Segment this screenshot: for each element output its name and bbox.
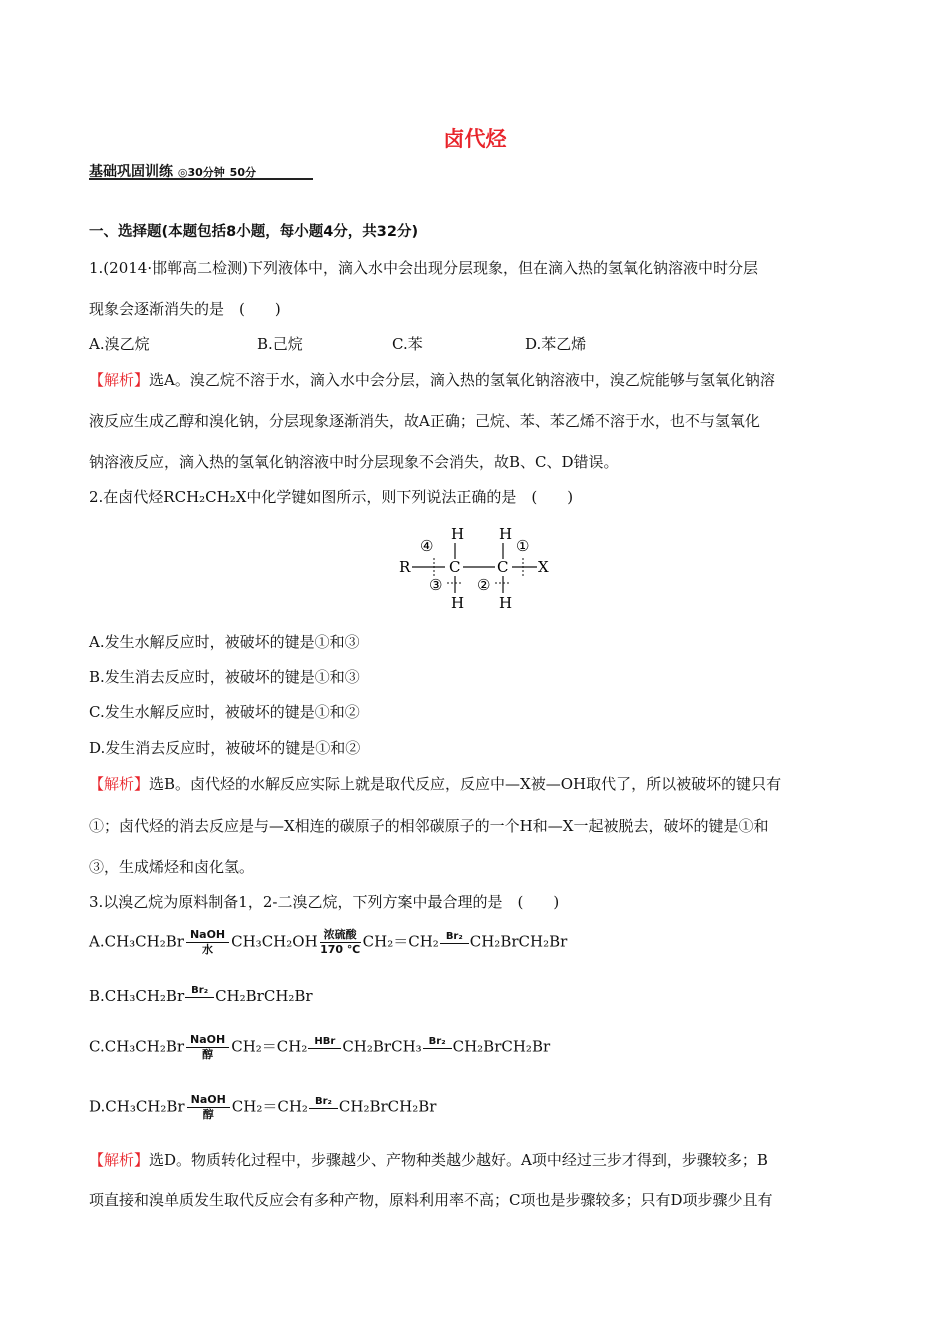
reaction-arrow: HBr: [308, 1036, 341, 1060]
diagram-bond-1: ①: [516, 537, 530, 555]
q3-analysis-line2: 项直接和溴单质发生取代反应会有多种产物，原料利用率不高；C项也是步骤较多；只有D项步骤少且有: [89, 1191, 773, 1209]
q1-option-a: A.溴乙烷: [89, 335, 150, 353]
diagram-c2: C: [497, 558, 509, 576]
diagram-h-bottom-2: H: [499, 594, 513, 612]
q2-option-c: C.发生水解反应时，被破坏的键是①和②: [89, 703, 360, 721]
analysis-label: 【解析】: [89, 1151, 150, 1169]
diagram-h-bottom-1: H: [451, 594, 465, 612]
q1-analysis-line1: 【解析】选A。溴乙烷不溶于水，滴入水中会分层，滴入热的氢氧化钠溶液中，溴乙烷能够与氢氧化钠溶: [89, 371, 775, 389]
banner-time: 30分钟: [187, 166, 225, 179]
banner-label: 基础巩固训练: [89, 164, 173, 180]
q1-stem-line2: 现象会逐渐消失的是 ( ): [89, 300, 281, 318]
reaction-arrow: $\frac{\text{NaOH}}{\text{醇}}$: [186, 1033, 229, 1062]
analysis-label: 【解析】: [89, 775, 150, 793]
reaction-arrow: Br₂: [185, 985, 214, 1009]
q2-stem: 2.在卤代烃RCH₂CH₂X中化学键如图所示，则下列说法正确的是 ( ): [89, 488, 574, 506]
q3-option-c: C.CH₃CH₂Br $\frac{\text{NaOH}}{\text{醇}}$ CH₂＝CH₂ HBr CH₂BrCH₃ Br₂ CH₂BrCH₂Br: [89, 1033, 551, 1061]
document-title: 卤代烃: [443, 127, 507, 151]
q3-stem: 3.以溴乙烷为原料制备1，2-二溴乙烷，下列方案中最合理的是 ( ): [89, 893, 560, 911]
reaction-arrow: $\frac{\text{NaOH}}{\text{醇}}$: [187, 1093, 230, 1122]
q3-option-b: B.CH₃CH₂Br Br₂ CH₂BrCH₂Br: [89, 985, 313, 1009]
diagram-h-top-2: H: [499, 525, 513, 543]
q2-option-b: B.发生消去反应时，被破坏的键是①和③: [89, 668, 360, 686]
diagram-bond-3: ③: [429, 576, 443, 594]
banner-score: 50分: [229, 166, 256, 179]
q1-analysis-line2: 液反应生成乙醇和溴化钠，分层现象逐渐消失，故A正确；己烷、苯、苯乙烯不溶于水，也不与氢氧化: [89, 412, 760, 430]
clock-icon: ◎: [177, 166, 188, 179]
q1-analysis-line3: 钠溶液反应，滴入热的氢氧化钠溶液中时分层现象不会消失，故B、C、D错误。: [89, 453, 619, 471]
q3-analysis-line1: 【解析】选D。物质转化过程中，步骤越少、产物种类越少越好。A项中经过三步才得到，步骤较多；B: [89, 1151, 768, 1169]
reaction-arrow: Br₂: [440, 931, 469, 955]
q1-option-b: B.己烷: [257, 335, 303, 353]
q3-option-d: D.CH₃CH₂Br $\frac{\text{NaOH}}{\text{醇}}$ CH₂＝CH₂ Br₂ CH₂BrCH₂Br: [89, 1093, 437, 1121]
reaction-arrow: Br₂: [309, 1096, 338, 1120]
banner-divider: [89, 178, 313, 180]
diagram-bond-2: ②: [477, 576, 491, 594]
diagram-r: R: [399, 558, 411, 576]
q2-analysis-line2: ①；卤代烃的消去反应是与—X相连的碳原子的相邻碳原子的一个H和—X一起被脱去，破坏的键是①和: [89, 817, 769, 835]
q2-analysis-line1: 【解析】选B。卤代烃的水解反应实际上就是取代反应，反应中—X被—OH取代了，所以被破坏的键只有: [89, 775, 782, 793]
q2-analysis-line3: ③，生成烯烃和卤化氢。: [89, 858, 255, 876]
reaction-arrow: Br₂: [423, 1036, 452, 1060]
q1-option-c: C.苯: [392, 335, 423, 353]
diagram-bond-4: ④: [420, 537, 434, 555]
reaction-arrow: $\frac{\text{浓硫酸}}{170 ℃}$: [320, 928, 361, 956]
diagram-h-top-1: H: [451, 525, 465, 543]
reaction-arrow: $\frac{\text{NaOH}}{\text{水}}$: [186, 928, 229, 957]
q1-stem-line1: 1.(2014·邯郸高二检测)下列液体中，滴入水中会出现分层现象，但在滴入热的氢氧化钠溶液中时分层: [89, 259, 758, 277]
bond-diagram: [395, 520, 565, 612]
q2-option-d: D.发生消去反应时，被破坏的键是①和②: [89, 739, 361, 757]
q3-option-a: A.CH₃CH₂Br $\frac{\text{NaOH}}{\text{水}}$ CH₃CH₂OH $\frac{\text{浓硫酸}}{170 ℃}$ CH₂＝CH₂ Br₂ CH₂BrCH₂Br: [89, 928, 568, 956]
section-heading: 一、选择题(本题包括8小题，每小题4分，共32分): [89, 224, 419, 240]
diagram-c1: C: [449, 558, 461, 576]
diagram-x: X: [538, 558, 549, 576]
q2-option-a: A.发生水解反应时，被破坏的键是①和③: [89, 633, 360, 651]
analysis-label: 【解析】: [89, 371, 150, 389]
q1-option-d: D.苯乙烯: [525, 335, 587, 353]
